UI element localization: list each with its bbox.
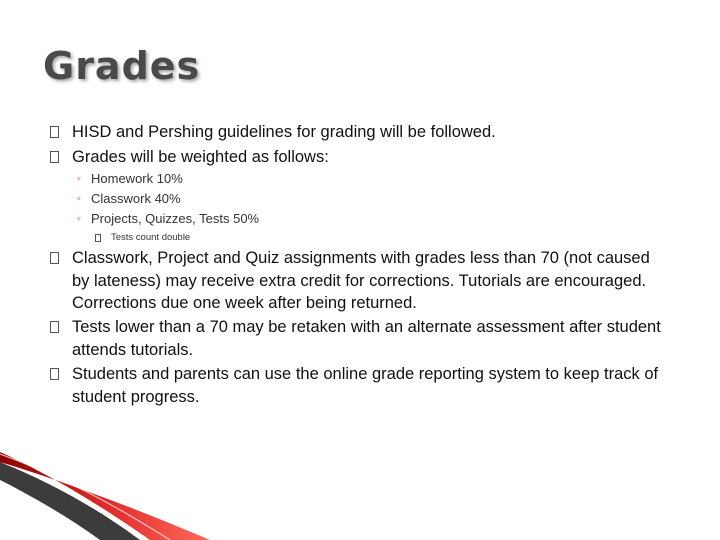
slide-title: Grades [43, 44, 201, 88]
sub-sub-bullet-text: Tests count double [111, 232, 191, 243]
square-bullet-icon [50, 368, 59, 380]
square-bullet-icon [50, 252, 59, 264]
sub-bullet-text: Homework 10% [91, 171, 183, 186]
swoosh-dark-band [0, 462, 140, 540]
round-bullet-icon: ◦ [77, 213, 81, 225]
round-bullet-icon: ◦ [77, 193, 81, 205]
square-bullet-icon [50, 151, 59, 163]
bullet-text: Students and parents can use the online grade reporting system to keep track of student progress. [72, 365, 659, 406]
red-swoosh-decoration [0, 440, 720, 540]
bullet-text: Classwork, Project and Quiz assignments with grades less than 70 (not caused by lateness) may receive extra credit for corrections. Tutorials are encouraged. Corrections due one week after being returned. [72, 249, 650, 312]
bullet-text: Tests lower than a 70 may be retaken with an alternate assessment after student attends tutorials. [72, 318, 661, 359]
square-bullet-icon [95, 234, 101, 242]
sub-bullet-text: Projects, Quizzes, Tests 50% [91, 211, 260, 226]
bullet-text: HISD and Pershing guidelines for grading will be followed. [72, 123, 496, 141]
square-bullet-icon [50, 321, 59, 333]
bullet-text: Grades will be weighted as follows: [72, 148, 329, 166]
round-bullet-icon: ◦ [77, 173, 81, 185]
sub-bullet-text: Classwork 40% [91, 191, 181, 206]
square-bullet-icon [50, 126, 59, 138]
